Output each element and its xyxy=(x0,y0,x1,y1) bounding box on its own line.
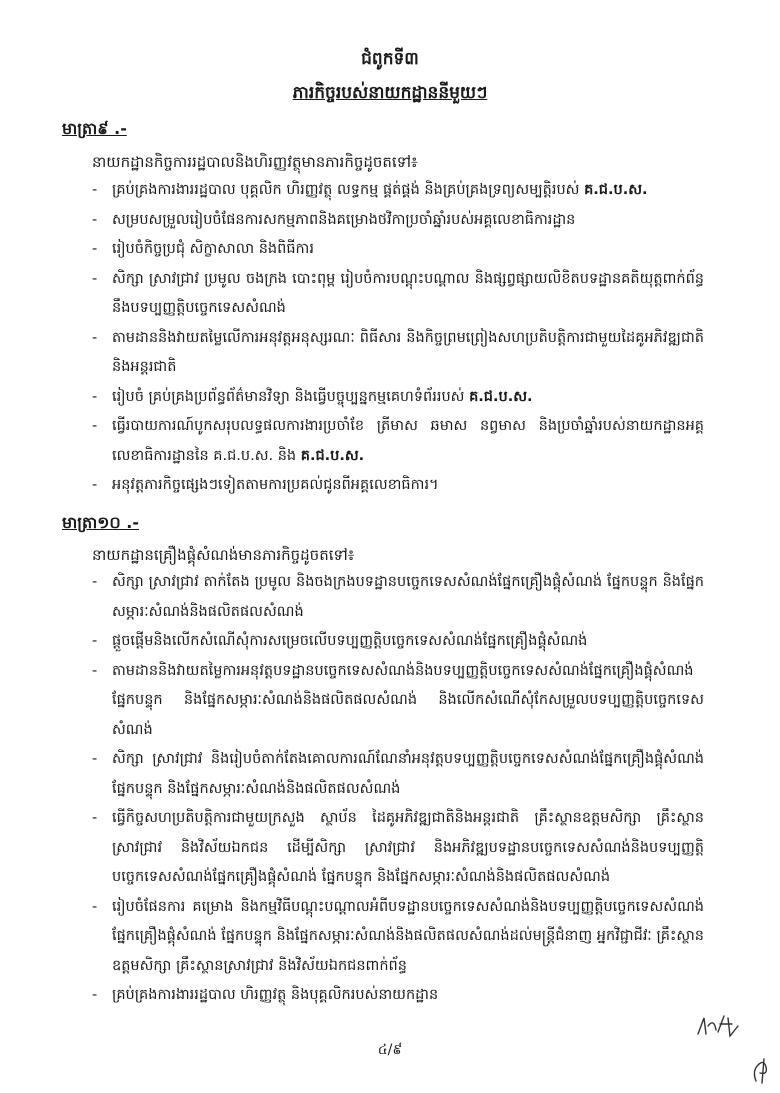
chapter-title-text: ភារកិច្ចរបស់នាយកដ្ឋាននីមួយៗ xyxy=(292,83,488,103)
list-item xyxy=(92,627,704,657)
bullet-dash: - xyxy=(92,329,98,346)
list-item xyxy=(92,383,704,413)
list-item xyxy=(92,893,704,982)
list-item-text: សម្របសម្រួលរៀបចំផែនការសកម្មភាពនិងគម្រោងថវិកាប្រចាំឆ្នាំរបស់អគ្គលេខាធិការដ្ឋាន xyxy=(112,211,576,228)
bullet-dash: - xyxy=(92,987,98,1003)
list-item xyxy=(92,804,704,893)
list-item xyxy=(92,412,704,471)
list-item-text: រៀបចំផែនការ គម្រោង និងកម្មវិធីបណ្ដុះបណ្ដាលអំពីបទដ្ឋានបច្ចេកទេសសំណង់និងបទប្បញ្ញត្តិបច្ចេកទេសសំណង់ផ្នែកគ្រឿងផ្គុំសំណង់ ផ្នែកបន្ទុក និងផ្នែកសម្ភារៈសំណង់និងផលិតផលសំណង់ដល់មន្ត្រីជំនាញ អ្នកវិជ្ជាជីវៈ គ្រឹះស្ថានឧត្តមសិក្សា គ្រឹះស្ថានស្រាវជ្រាវ និងវិស័យឯកជនពាក់ព័ន្ធ xyxy=(112,898,704,974)
bullet-dash: - xyxy=(92,241,98,257)
bullet-dash: - xyxy=(92,898,98,915)
bullet-dash: - xyxy=(92,388,98,405)
list-item-text: សិក្សា ស្រាវជ្រាវ ប្រមូល ចងក្រង បោះពុម្ព រៀបចំការបណ្ដុះបណ្ដាល និងផ្សព្វផ្សាយលិខិតបទដ្ឋានគតិយុត្តពាក់ព័ន្ធនឹងបទប្បញ្ញត្តិបច្ចេកទេសសំណង់ xyxy=(112,270,704,316)
list-item xyxy=(92,235,704,265)
list-item-text: រៀបចំកិច្ចប្រជុំ សិក្ខាសាលា និងពិធីការ xyxy=(112,241,314,257)
bullet-dash: - xyxy=(92,810,98,826)
bullet-dash: - xyxy=(92,477,98,493)
article-10-heading: មាត្រា១០ .- xyxy=(62,513,139,532)
list-item-text: សិក្សា ស្រាវជ្រាវ និងរៀបចំតាក់តែងគោលការណ៍ណែនាំអនុវត្តបទប្បញ្ញត្តិបច្ចេកទេសសំណង់ផ្នែកគ្រឿងផ្គុំសំណង់ ផ្នែកបន្ទុក និងផ្នែកសម្ភារៈសំណង់និងផលិតផលសំណង់ xyxy=(112,751,704,797)
list-item-emphasis: គ.ជ.ប.ស. xyxy=(469,388,533,405)
list-item xyxy=(92,206,704,236)
list-item-text: តាមដាននិងវាយតម្លៃការអនុវត្តបទដ្ឋានបច្ចេកទេសសំណង់និងបទប្បញ្ញត្តិបច្ចេកទេសសំណង់ផ្នែកគ្រឿងផ្គុំសំណង់ ផ្នែកបន្ទុក និងផ្នែកសម្ភារៈសំណង់និងផលិតផលសំណង់ និងលើកសំណើសុំកែសម្រួលបទប្បញ្ញត្តិបច្ចេកទេសសំណង់ xyxy=(112,662,704,738)
bullet-dash: - xyxy=(92,751,98,767)
bullet-dash: - xyxy=(92,418,98,434)
list-item xyxy=(92,471,704,501)
list-item xyxy=(92,981,704,1011)
list-item xyxy=(92,745,704,804)
article-9-heading: មាត្រា៩ .- xyxy=(62,119,127,138)
bullet-dash: - xyxy=(92,270,98,287)
bullet-dash: - xyxy=(92,182,98,198)
bullet-dash: - xyxy=(92,633,98,649)
list-item-text: ធ្វើកិច្ចសហប្រតិបត្តិការជាមួយក្រសួង ស្ថាប័ន ដៃគូអភិវឌ្ឍជាតិនិងអន្តរជាតិ គ្រឹះស្ថានឧត្តមសិក្សា គ្រឹះស្ថានស្រាវជ្រាវ និងវិស័យឯកជន ដើម្បីសិក្សា ស្រាវជ្រាវ និងអភិវឌ្ឍបទដ្ឋានបច្ចេកទេសសំណង់និងបទប្បញ្ញត្តិបច្ចេកទេសសំណង់ផ្នែកគ្រឿងផ្គុំសំណង់ ផ្នែកបន្ទុក និងផ្នែកសម្ភារៈសំណង់និងផលិតផលសំណង់ xyxy=(112,810,704,885)
bullet-dash: - xyxy=(92,574,98,590)
list-item-text: ធ្វើរបាយការណ៍បូកសរុបលទ្ធផលការងារប្រចាំខែ ត្រីមាស ឆមាស នព្វមាស និងប្រចាំឆ្នាំរបស់នាយកដ្ឋានអគ្គលេខាធិការដ្ឋាននៃ គ.ជ.ប.ស. និង xyxy=(112,418,704,464)
chapter-title xyxy=(0,82,780,107)
list-item-text: គ្រប់គ្រងការងាររដ្ឋបាល ហិរញ្ញវត្ថុ និងបុគ្គលិករបស់នាយកដ្ឋាន xyxy=(112,987,439,1003)
list-item xyxy=(92,324,704,383)
article-9-list xyxy=(92,176,704,501)
list-item xyxy=(92,265,704,324)
list-item-text: គ្រប់គ្រងការងាររដ្ឋបាល បុគ្គលិក ហិរញ្ញវត្ថុ លទ្ធកម្ម ផ្គត់ផ្គង់ និងគ្រប់គ្រងទ្រព្យសម្បត្តិរបស់ xyxy=(112,182,580,198)
list-item-text: តាមដាននិងវាយតម្លៃលើការអនុវត្តអនុស្សរណៈ ពិធីសារ និងកិច្ចព្រមព្រៀងសហប្រតិបត្តិការជាមួយដៃគូអភិវឌ្ឍជាតិនិងអន្តរជាតិ xyxy=(112,329,704,375)
list-item xyxy=(92,568,704,627)
list-item-text: សិក្សា ស្រាវជ្រាវ តាក់តែង ប្រមូល និងចងក្រងបទដ្ឋានបច្ចេកទេសសំណង់ផ្នែកគ្រឿងផ្គុំសំណង់ ផ្នែកបន្ទុក និងផ្នែកសម្ភារៈសំណង់និងផលិតផលសំណង់ xyxy=(112,574,704,620)
list-item-emphasis: គ.ជ.ប.ស. xyxy=(300,447,365,464)
list-item-text: ផ្តួចផ្តើមនិងលើកសំណើសុំការសម្រេចលើបទប្បញ្ញត្តិបច្ចេកទេសសំណង់ផ្នែកគ្រឿងផ្គុំសំណង់ xyxy=(112,633,588,649)
list-item xyxy=(92,176,704,206)
handwritten-initials-icon xyxy=(694,1012,742,1042)
bullet-dash: - xyxy=(92,662,98,679)
article-10-intro: នាយកដ្ឋានគ្រឿងផ្គុំសំណង់មានភារកិច្ចដូចតទៅ៖ xyxy=(92,546,355,564)
article-9-intro: នាយកដ្ឋានកិច្ចការរដ្ឋបាលនិងហិរញ្ញវត្ថុមានភារកិច្ចដូចតទៅ៖ xyxy=(92,153,418,171)
page-number: ៤/៩ xyxy=(377,1042,403,1058)
chapter-number: ជំពូកទី៣ xyxy=(361,49,419,69)
list-item-text: អនុវត្តភារកិច្ចផ្សេងៗទៀតតាមការប្រគល់ជូនពីអគ្គលេខាធិការ។ xyxy=(112,477,439,493)
list-item-text: រៀបចំ គ្រប់គ្រងប្រព័ន្ធព័ត៌មានវិទ្យា និងធ្វើបច្ចុប្បន្នកម្មគេហទំព័ររបស់ xyxy=(112,388,465,405)
bullet-dash: - xyxy=(92,211,98,228)
list-item xyxy=(92,657,704,746)
list-item-emphasis: គ.ជ.ប.ស. xyxy=(584,182,648,198)
article-10-list xyxy=(92,568,704,1011)
